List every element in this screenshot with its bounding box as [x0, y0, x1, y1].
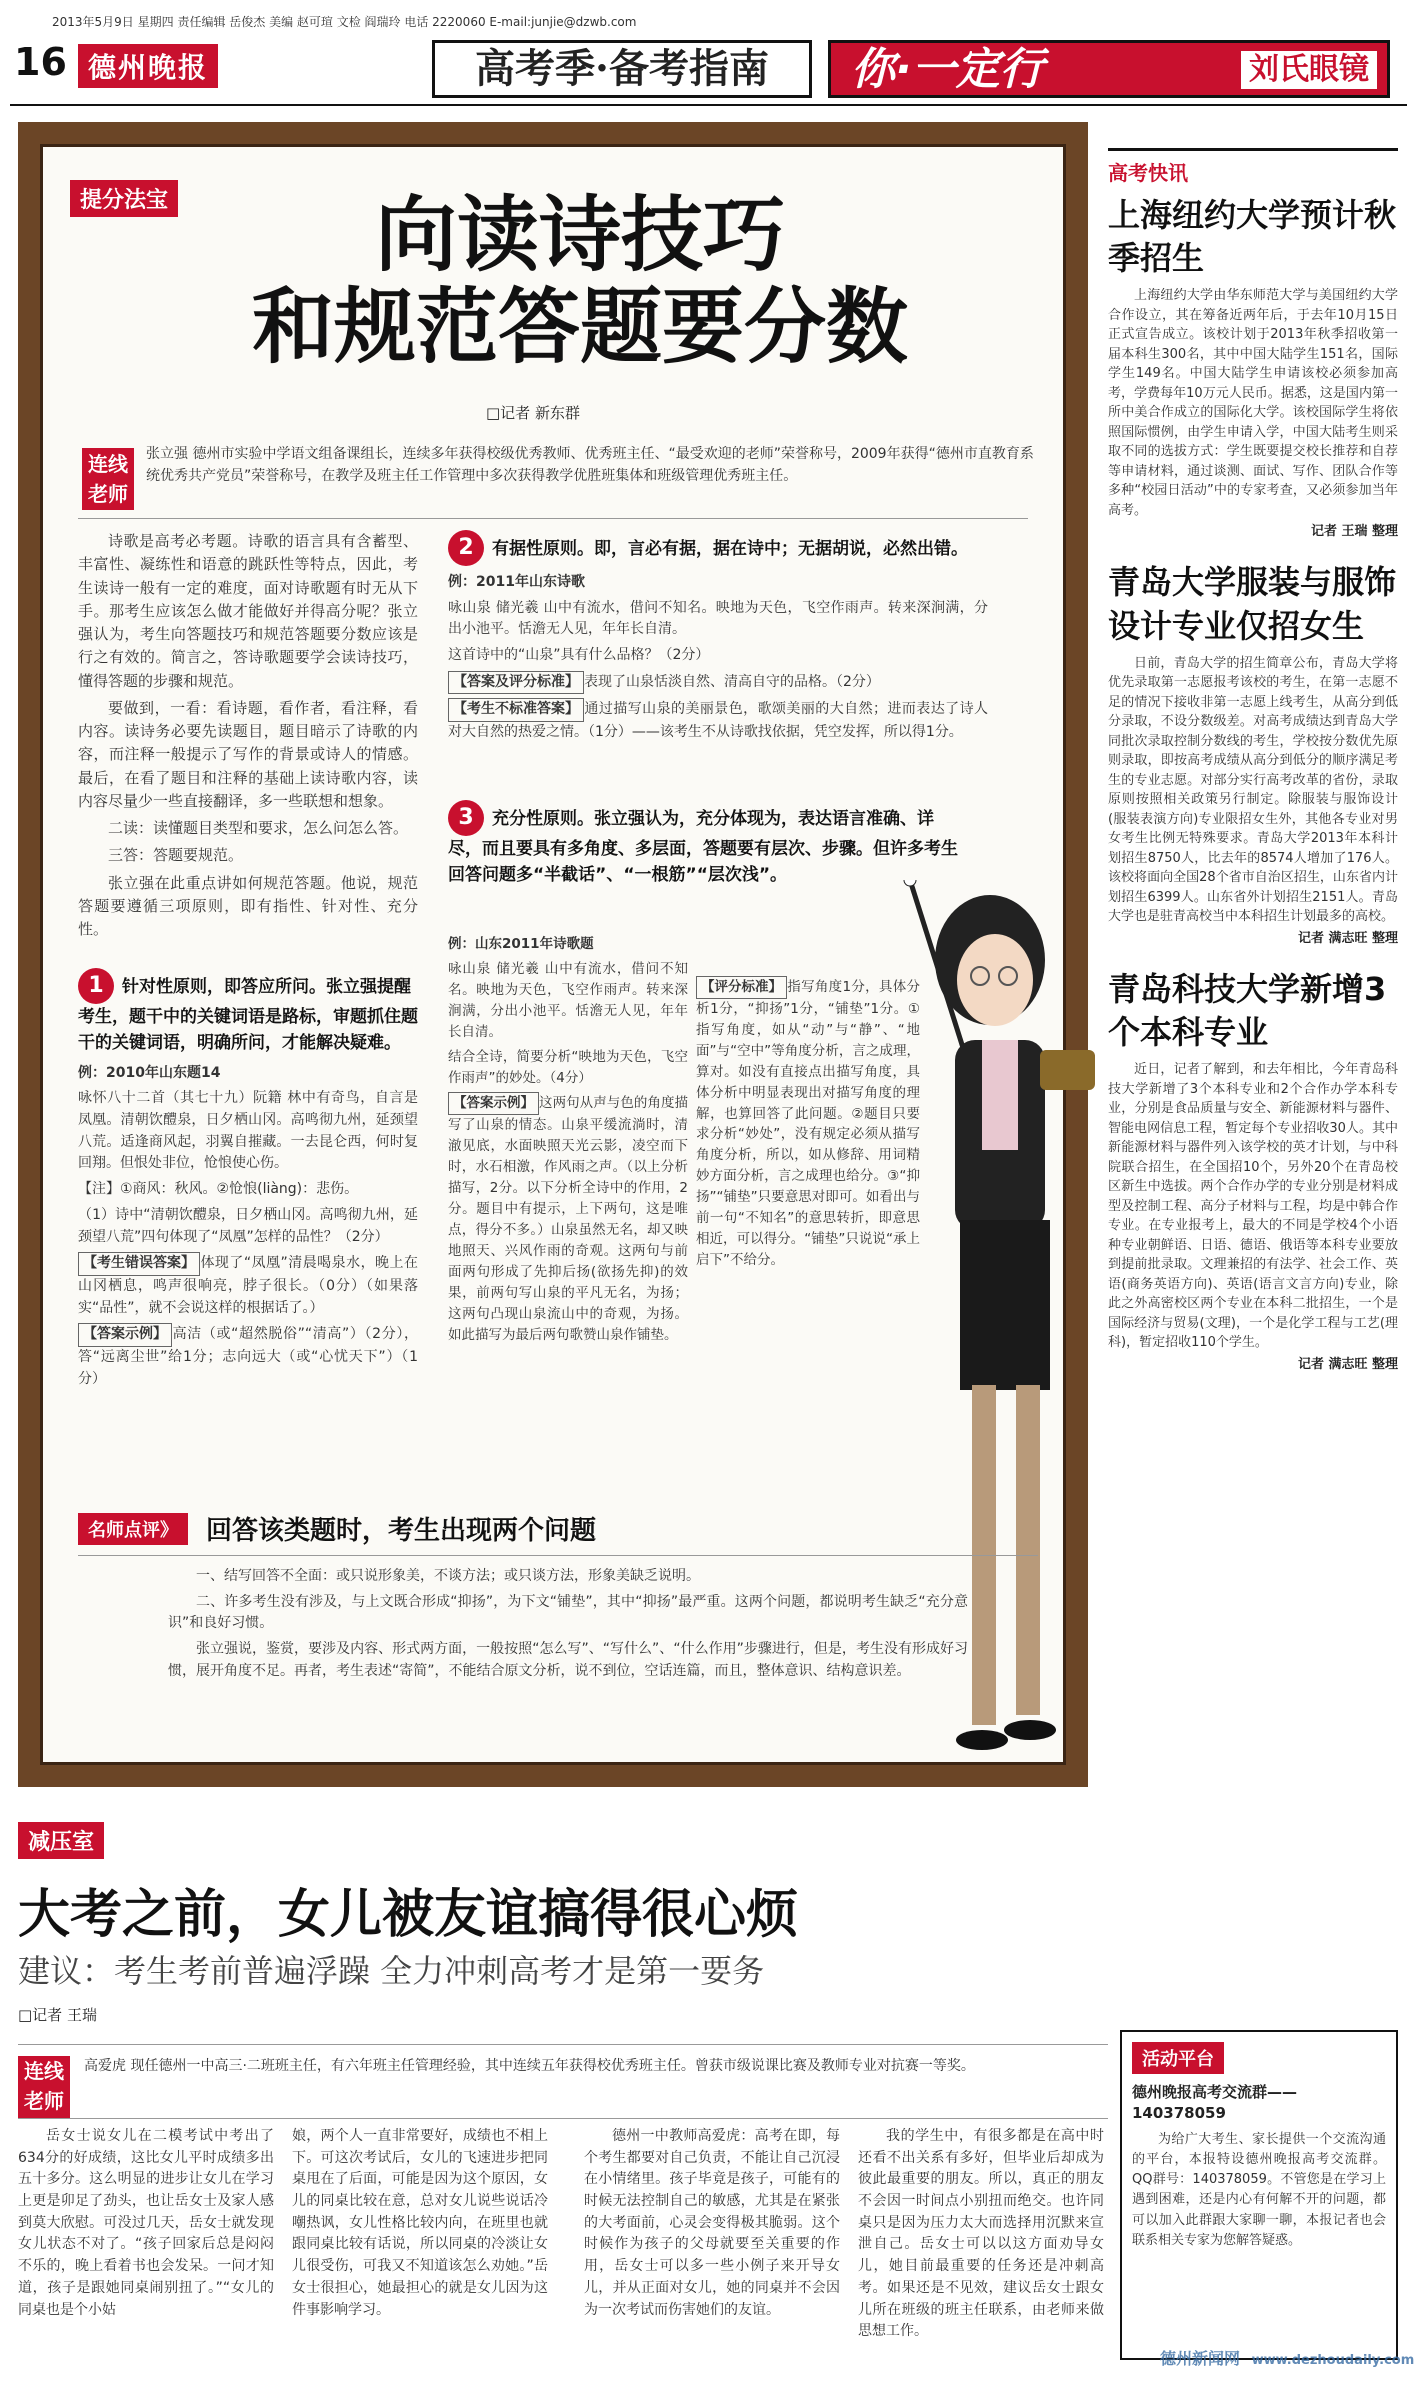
principle3-question: 结合全诗，简要分析“映地为天色，飞空作雨声”的妙处。（4分）	[448, 1048, 688, 1086]
principle3	[448, 800, 958, 889]
activity-title: 德州晚报高考交流群——140378059	[1132, 2083, 1298, 2122]
principle3-heading: 充分性原则。张立强认为，充分体现为，表达语言准确、详尽，而且要具有多角度、多层面，答题要有层次、步骤。但许多考生回答问题多“半截话”、“一根筋”“层次浅”。	[448, 809, 958, 886]
principle3-example-title: 例：山东2011年诗歌题	[448, 936, 594, 952]
principle2-number: 2	[448, 530, 484, 566]
comment-p2: 二、许多考生没有涉及，与上文既合形成“抑扬”，为下文“铺垫”，其中“抑扬”最严重。这两个问题，都说明考生缺乏“充分意识”和良好习惯。	[168, 1593, 968, 1632]
principle1-heading: 针对性原则，即答应所问。张立强提醒考生，题干中的关键词语是路标，审题抓住题干的关键词语，明确所问，才能解决疑难。	[78, 977, 418, 1054]
principle1	[78, 968, 418, 1394]
bottom-divider-2	[18, 2118, 1108, 2119]
col1-p3: 二读：读懂题目类型和要求，怎么问怎么答。	[108, 819, 409, 837]
bottom-col3: 德州一中教师高爱虎：高考在即，每个考生都要对自己负责，不能让自己沉浸在小情绪里。孩子毕竟是孩子，可能有的时候无法控制自己的敏感，尤其是在紧张的大考面前，心灵会变得极其脆弱。这个时候作为孩子的父母就要至关重要的作用，岳女士可以多一些小例子来开导女儿，并从正面对女儿，她的同桌并不会因为一次考试而伤害她们的友谊。	[584, 2128, 840, 2318]
col1-intro	[78, 530, 418, 945]
principle1-question: （1）诗中“清朝饮醴泉，日夕栖山冈。高鸣彻九州，延颈望八荒”四句体现了“凤凰”怎样的品性？（2分）	[78, 1206, 418, 1245]
main-reporter: □记者 新东群	[486, 404, 580, 422]
principle1-example-title: 例：2010年山东题14	[78, 1064, 221, 1081]
principle2-heading: 有据性原则。即，言必有据，据在诗中；无据胡说，必然出错。	[492, 539, 968, 559]
principle1-wrong: 体现了“凤凰”清晨喝泉水，晚上在山冈栖息，鸣声很响亮，脖子很长。（0分）（如果落实“品性”，就不会说这样的根据话了。）	[78, 1255, 418, 1316]
teacher-comment	[78, 1510, 1038, 1686]
bottom-title: 大考之前，女儿被友谊搞得很心烦	[18, 1884, 799, 1945]
news-title: 上海纽约大学预计秋季招生	[1108, 196, 1397, 278]
bottom-subtitle: 建议：考生考前普遍浮躁 全力冲刺高考才是第一要务	[18, 1952, 765, 1990]
paper-logo: 德州晚报	[78, 44, 218, 88]
comment-tag: 名师点评》	[78, 1513, 188, 1545]
principle3-model: 这两句从声与色的角度描写了山泉的情态。山泉平缓流淌时，清澈见底，水面映照天光云影，凌空而下时，水石相激，作风雨之声。（以上分析描写，2分。以下分析全诗中的作用，2分。题目中有提示，上下两句，这是唯点，得分不多。）山泉虽然无名，却又映地照天、兴风作雨的奇观。这两句与前面两句形成了先抑后扬(欲扬先抑)的效果，前两句写山泉的平凡无名，为扬；这两句凸现山泉流山中的奇观，为扬。如此描写为最后两句歌赞山泉作铺垫。	[448, 1095, 688, 1343]
principle1-model-label: 【答案示例】	[78, 1323, 172, 1347]
news-author: 记者 满志旺 整理	[1297, 930, 1398, 946]
news-body: 近日，记者了解到，和去年相比，今年青岛科技大学新增了3个本科专业和2个合作办学本科专业，分别是食品质量与安全、新能源材料与器件、智能电网信息工程，暂定每个专业招收30人。其中新能源材料与器件列入该学校的英才计划，与中科院联合招生，在全国招10个，另外20个在青岛校区新生中选拔。两个合作办学的专业分别是材料成型及控制工程、高分子材料与工程，均是中韩合作专业。在专业报考上，最大的不同是学校4个小语种专业朝鲜语、日语、德语、俄语等本科专业要放到提前批录取。文理兼招的有法学、社会工作、英语(商务英语方向)、英语(语言文言方向)专业，除此之外高密校区两个专业在本科二批招生，一个是国际经济与贸易(文理)，一个是化学工程与工艺(理科)，暂定招收110个学生。	[1108, 1062, 1398, 1351]
principle3-number: 3	[448, 800, 484, 836]
bottom-teacher-tag: 连线老师	[18, 2056, 70, 2118]
section-title: 高考季·备考指南	[432, 40, 812, 98]
principle2-wrong: 通过描写山泉的美丽景色，歌颂美丽的大自然；进而表达了诗人对大自然的热爱之情。（1分）——该考生不从诗歌找依据，凭空发挥，所以得1分。	[448, 701, 988, 741]
principle1-poem: 咏怀八十二首（其七十九）阮籍 林中有奇鸟，自言是凤凰。清朝饮醴泉，日夕栖山冈。高鸣彻九州，延颈望八荒。适逢商风起，羽翼自摧藏。一去昆仑西，何时复回翔。但恨处非位，怆悢使心伤。	[78, 1090, 418, 1172]
comment-p1: 一、结写回答不全面：或只说形象美，不谈方法；或只谈方法，形象美缺乏说明。	[196, 1568, 700, 1584]
principle2	[448, 530, 988, 748]
col1-p1: 诗歌是高考必考题。诗歌的语言具有含蓄型、丰富性、凝练性和语意的跳跃性等特点，因此，考生读诗一般有一定的难度，面对诗歌题有时无从下手。那考生应该怎么做才能做好并得高分呢？张立强认为，考生向答题技巧和规范答题要分数应该是行之有效的。简言之，答诗歌题要学会读诗技巧，懂得答题的步骤和规范。	[78, 532, 418, 690]
sidebar-tag: 高考快讯	[1108, 161, 1188, 185]
intro-divider	[78, 518, 1028, 519]
watermark	[1160, 2346, 1414, 2369]
principle2-question: 这首诗中的“山泉”具有什么品格？（2分）	[448, 647, 710, 664]
principle3-col-b	[696, 976, 920, 1275]
ad-brand: 刘氏眼镜	[1241, 51, 1377, 89]
principle1-number: 1	[78, 968, 114, 1004]
news-title: 青岛大学服装与服饰设计专业仅招女生	[1108, 563, 1397, 645]
principle3-score: 指写角度1分，具体分析1分，“抑扬”1分，“铺垫”1分。①指写角度，如从“动”与“静”、“地面”与“空中”等角度分析，言之成理，算对。如没有直接点出描写角度，具体分析中明显表现出对描写角度的理解，也算回答了此问题。②题目只要求分析“妙处”，没有规定必须从描写角度分析，所以，如从修辞、用词精妙方面分析，言之成理也给分。③“抑扬”“铺垫”只要意思对即可。如看出与前一句“不知名”的意思转折，即意思相近，可以得分。“铺垫”只说说“承上启下”不给分。	[696, 979, 920, 1268]
col1-p2: 要做到，一看：看诗题，看作者，看注释，看内容。读诗务必要先读题目，题目暗示了诗歌的内容，而注释一般提示了写作的背景或诗人的情感。最后，在看了题目和注释的基础上读诗歌内容，读内容尽量少一些直接翻译，多一些联想和想象。	[78, 698, 418, 810]
principle2-wrong-label: 【考生不标准答案】	[448, 698, 584, 722]
bottom-teacher-intro: 高爱虎 现任德州一中高三·二班班主任，有六年班主任管理经验，其中连续五年获得校优秀班主任。曾获市级说课比赛及教师专业对抗赛一等奖。	[84, 2058, 975, 2074]
bottom-col4: 我的学生中，有很多都是在高中时还看不出关系有多好，但毕业后却成为彼此最重要的朋友。所以，真正的朋友不会因一时间点小别扭而绝交。也许同桌只是因为压力太大而选择用沉默来宣泄自己。岳女士可以以这方面劝导女儿，她目前最重要的任务还是冲刺高考。如果还是不见效，建议岳女士跟女儿所在班级的班主任联系，由老师来做思想工作。	[858, 2128, 1104, 2340]
news-author: 记者 王瑞 整理	[1310, 524, 1398, 540]
bottom-divider	[18, 2044, 1108, 2045]
ad-slogan: 你·一定行	[851, 44, 1044, 95]
principle2-poem: 咏山泉 储光羲 山中有流水，借问不知名。映地为天色，飞空作雨声。转来深涧满，分出小池平。恬澹无人见，年年长自清。	[448, 599, 988, 638]
principle2-example-title: 例：2011年山东诗歌	[448, 574, 585, 590]
page-number: 16	[14, 40, 67, 84]
principle3-model-label: 【答案示例】	[448, 1092, 539, 1115]
principle1-model: 高洁（或“超然脱俗”“清高”）（2分），答“远离尘世”给1分；志向远大（或“心忧天下”）（1分）	[78, 1326, 418, 1387]
news-body: 上海纽约大学由华东师范大学与美国纽约大学合作设立，其在筹备近两年后，于去年10月15日正式宣告成立。该校计划于2013年秋季招收第一届本科生300名，其中中国大陆学生151名，国际学生149名。中国大陆学生申请该校必须参加高考，学费每年10万元人民币。据悉，这是国内第一所中美合作成立的国际化大学。该校国际学生将依照国际惯例，由学生申请入学，中国大陆考生则采取不同的选拔方式：学生既要提交校长推荐和自荐等申请材料，通过谈测、面试、写作、团队合作等多种“校园日活动”中的专家考查，又必须参加当年高考。	[1108, 288, 1398, 518]
watermark-cn: 德州新闻网	[1160, 2349, 1241, 2368]
bottom-tag: 减压室	[18, 1822, 104, 1859]
principle2-score-label: 【答案及评分标准】	[448, 671, 584, 695]
main-tag: 提分法宝	[70, 180, 178, 217]
principle2-score: 表现了山泉恬淡自然、清高自守的品格。（2分）	[584, 673, 880, 690]
comment-title: 回答该类题时，考生出现两个问题	[206, 1516, 597, 1546]
news-item	[1108, 194, 1398, 539]
news-title: 青岛科技大学新增3个本科专业	[1108, 969, 1387, 1051]
principle3-poem: 咏山泉 储光羲 山中有流水，借问不知名。映地为天色，飞空作雨声。转来深涧满，分出小池平。恬澹无人见，年年长自清。	[448, 960, 688, 1040]
news-item	[1108, 561, 1398, 945]
main-teacher-intro: 张立强 德州市实验中学语文组备课组长，连续多年获得校级优秀教师、优秀班主任、“最受欢迎的老师”荣誉称号，2009年获得“德州市直教育系统优秀共产党员”荣誉称号，在教学及班主任工作管理中多次获得教学优胜班集体和班级管理优秀班主任。	[146, 446, 1034, 484]
activity-body: 为给广大考生、家长提供一个交流沟通的平台，本报特设德州晚报高考交流群。QQ群号：140378059。不管您是在学习上遇到困难，还是内心有何解不开的问题，都可以加入此群跟大家聊一聊，本报记者也会联系相关专家为您解答疑惑。	[1132, 2132, 1386, 2248]
main-teacher-tag: 连线老师	[82, 448, 134, 510]
activity-tag: 活动平台	[1132, 2042, 1224, 2074]
main-title-line1: 向读诗技巧	[374, 187, 785, 283]
header-meta: 2013年5月9日 星期四 责任编辑 岳俊杰 美编 赵可瑄 文检 阎瑞玲 电话 2220060 E-mail:junjie@dzwb.com	[52, 15, 637, 29]
watermark-url: www.dezhoudaily.com	[1251, 2353, 1415, 2368]
activity-box	[1120, 2030, 1398, 2360]
bottom-col1: 岳女士说女儿在二模考试中考出了634分的好成绩，这比女儿平时成绩多出五十多分。这么明显的进步让女儿在学习上更是卯足了劲头，也让岳女士及家人感到莫大欣慰。可没过几天，岳女士就发现女儿状态不对了。“孩子回家后总是闷闷不乐的，晚上看着书也会发呆。一问才知道，孩子是跟她同桌闹别扭了。”“女儿的同桌也是个小姑	[18, 2128, 274, 2318]
header-divider	[10, 104, 1407, 106]
col1-p5: 张立强在此重点讲如何规范答题。他说，规范答题要遵循三项原则，即有指性、针对性、充分性。	[78, 873, 418, 938]
col1-p4: 三答：答题要规范。	[108, 846, 244, 865]
principle3-col-a	[448, 934, 688, 1350]
principle3-score-label: 【评分标准】	[696, 976, 787, 999]
news-item	[1108, 968, 1398, 1372]
principle1-note: 【注】①商风：秋风。②怆悢(liàng)：悲伤。	[78, 1181, 359, 1198]
principle1-wrong-label: 【考生错误答案】	[78, 1252, 200, 1276]
main-title-line2: 和规范答题要分数	[251, 278, 908, 375]
main-title	[140, 187, 1020, 375]
bottom-reporter: □记者 王瑞	[18, 2006, 97, 2024]
news-body: 日前，青岛大学的招生简章公布，青岛大学将优先录取第一志愿报考该校的考生，在第一志愿不足的情况下接收非第一志愿上线考生，从高分到低分录取，不设分数级差。对高考成绩达到青岛大学同批次录取控制分数线的考生，学校按分数优先原则录取，即按高考成绩从高分到低分的顺序满足考生的专业志愿。对部分实行高考改革的省份，录取原则按照相关政策另行制定。除服装与服饰设计(服装表演方向)专业限招女生外，其他各专业对男女考生比例无特殊要求。青岛大学2013年本科计划招生8750人，比去年的8574人增加了176人。该校将面向全国28个省市自治区招生，山东省内计划招生6399人。山东省外计划招生2151人。青岛大学也是驻青高校当中本科招生计划最多的高校。	[1108, 655, 1398, 925]
sidebar-news	[1108, 148, 1398, 1372]
ad-banner	[828, 40, 1390, 98]
comment-p3: 张立强说，鉴赏，要涉及内容、形式两方面，一般按照“怎么写”、“写什么”、“什么作用”步骤进行，但是，考生没有形成好习惯，展开角度不足。再者，考生表述“寄简”，不能结合原文分析，说不到位，空话连篇，而且，整体意识、结构意识差。	[168, 1641, 968, 1679]
bottom-col2: 娘，两个人一直非常要好，成绩也不相上下。可这次考试后，女儿的飞速进步把同桌甩在了后面，可能是因为这个原因，女儿的同桌比较在意，总对女儿说些说话冷嘲热讽，女儿性格比较内向，在班里也就跟同桌比较有话说，所以同桌的冷淡让女儿很受伤，可我又不知道该怎么劝她。”岳女士很担心，她最担心的就是女儿因为这件事影响学习。	[292, 2128, 548, 2318]
news-author: 记者 满志旺 整理	[1297, 1356, 1398, 1372]
